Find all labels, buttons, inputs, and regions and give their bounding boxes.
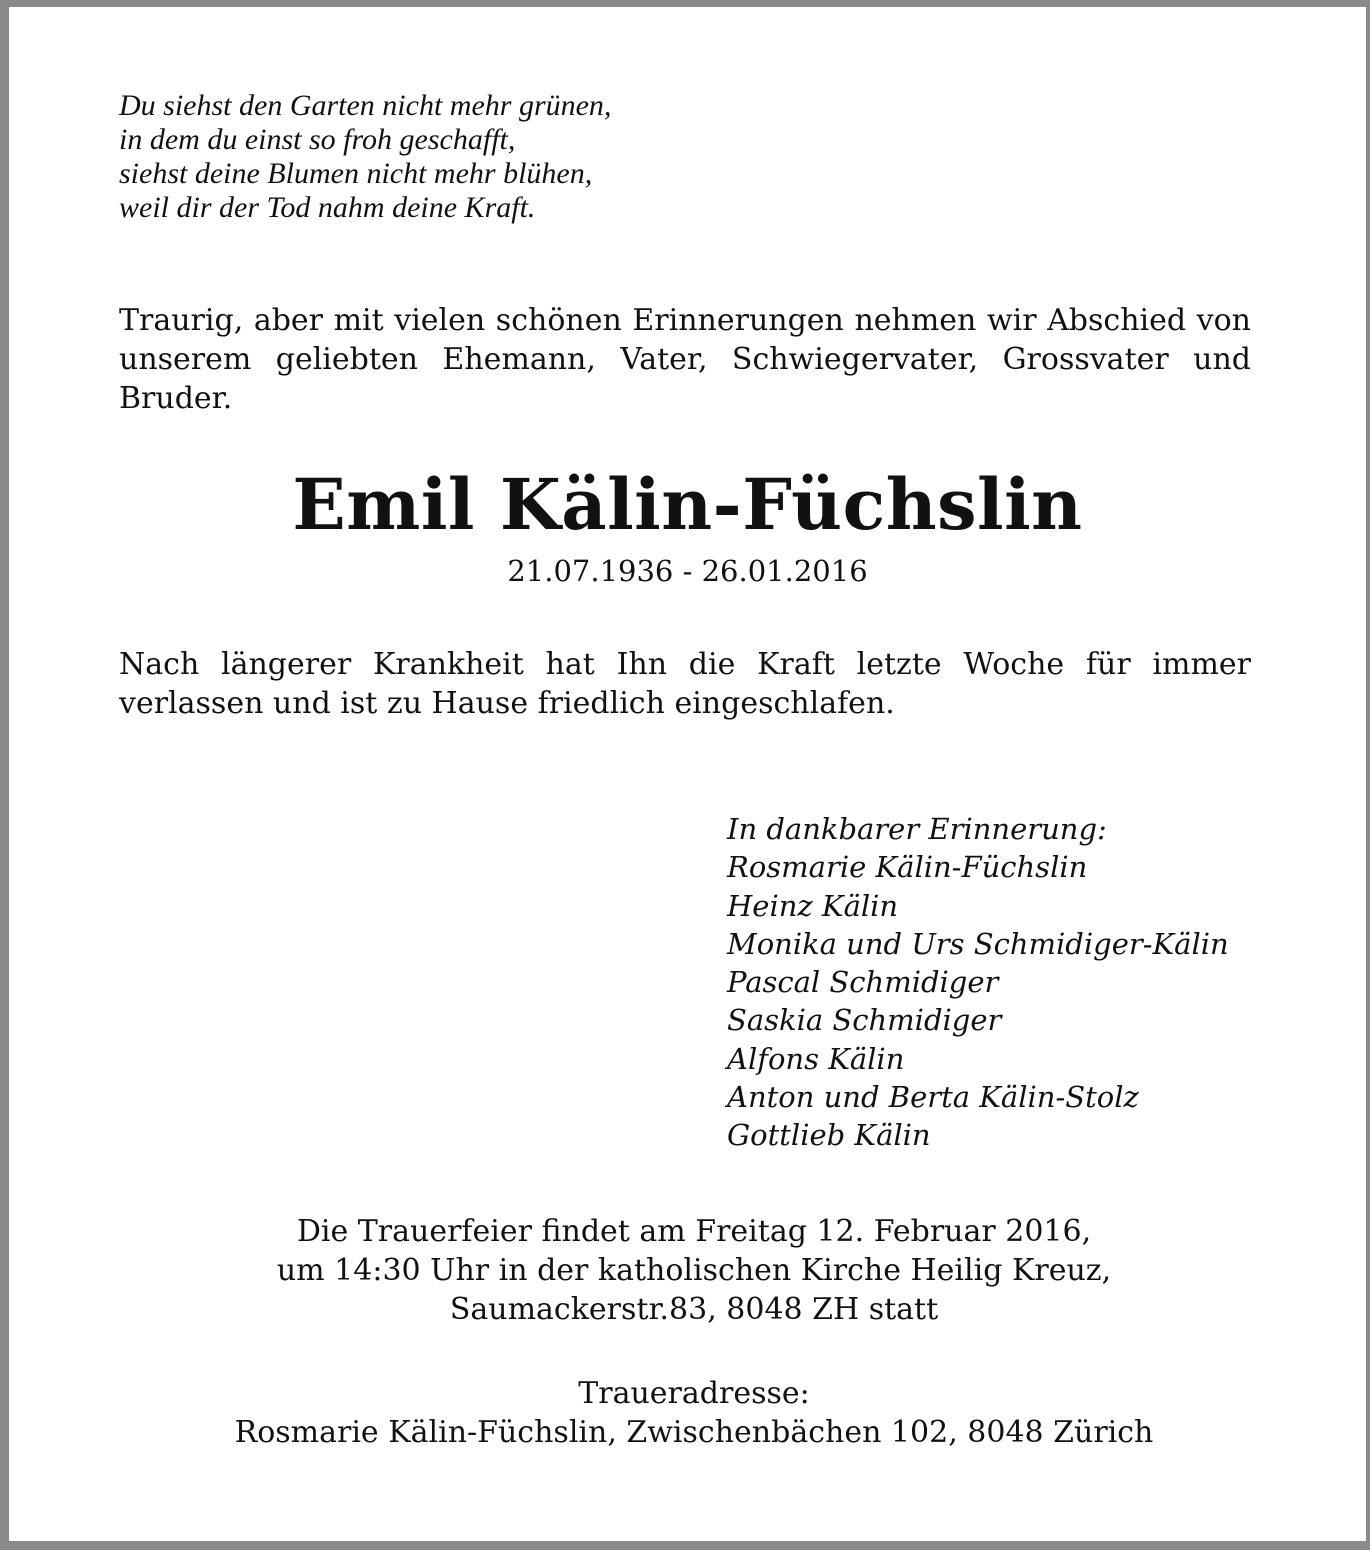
poem-line: in dem du einst so froh geschafft, — [119, 123, 516, 156]
service-line: Saumackerstr.83, 8048 ZH statt — [449, 1292, 939, 1327]
mourner-name: Saskia Schmidiger — [727, 1003, 1002, 1038]
address-value: Rosmarie Kälin-Füchslin, Zwischenbächen 102, 8048 Zürich — [234, 1415, 1154, 1450]
funeral-service-info — [9, 1212, 1370, 1329]
address-label: Traueradresse: — [578, 1376, 810, 1411]
life-dates: 21.07.1936 - 26.01.2016 — [507, 554, 868, 588]
service-line: um 14:30 Uhr in der katholischen Kirche Heilig Kreuz, — [276, 1253, 1112, 1288]
service-line: Die Trauerfeier findet am Freitag 12. Februar 2016, — [296, 1214, 1092, 1249]
deceased-name: Emil Kälin-Füchslin — [292, 463, 1083, 546]
poem-line: weil dir der Tod nahm deine Kraft. — [119, 191, 536, 224]
mourner-name: Rosmarie Kälin-Füchslin — [727, 850, 1088, 885]
mourners-list — [727, 810, 1287, 1155]
poem-line: Du siehst den Garten nicht mehr grünen, — [119, 89, 612, 122]
intro-paragraph: Traurig, aber mit vielen schönen Erinnerungen nehmen wir Abschied von unserem geliebten Ehemann, Vater, Schwiegervater, Grossvater und Bruder. — [119, 303, 1251, 416]
poem-line: siehst deine Blumen nicht mehr blühen, — [119, 157, 593, 190]
mourner-name: Monika und Urs Schmidiger-Kälin — [727, 926, 1229, 961]
mourners-heading: In dankbarer Erinnerung: — [727, 812, 1107, 846]
mourner-name: Gottlieb Kälin — [727, 1118, 931, 1153]
mourner-name: Heinz Kälin — [727, 888, 899, 923]
mourner-name: Alfons Kälin — [727, 1041, 905, 1076]
illness-paragraph: Nach längerer Krankheit hat Ihn die Kraft letzte Woche für immer verlassen und ist zu Hause friedlich eingeschlafen. — [119, 647, 1251, 721]
mourning-address — [9, 1374, 1370, 1452]
poem — [119, 89, 819, 225]
mourner-name: Anton und Berta Kälin-Stolz — [727, 1080, 1139, 1115]
mourner-name: Pascal Schmidiger — [727, 965, 999, 1000]
